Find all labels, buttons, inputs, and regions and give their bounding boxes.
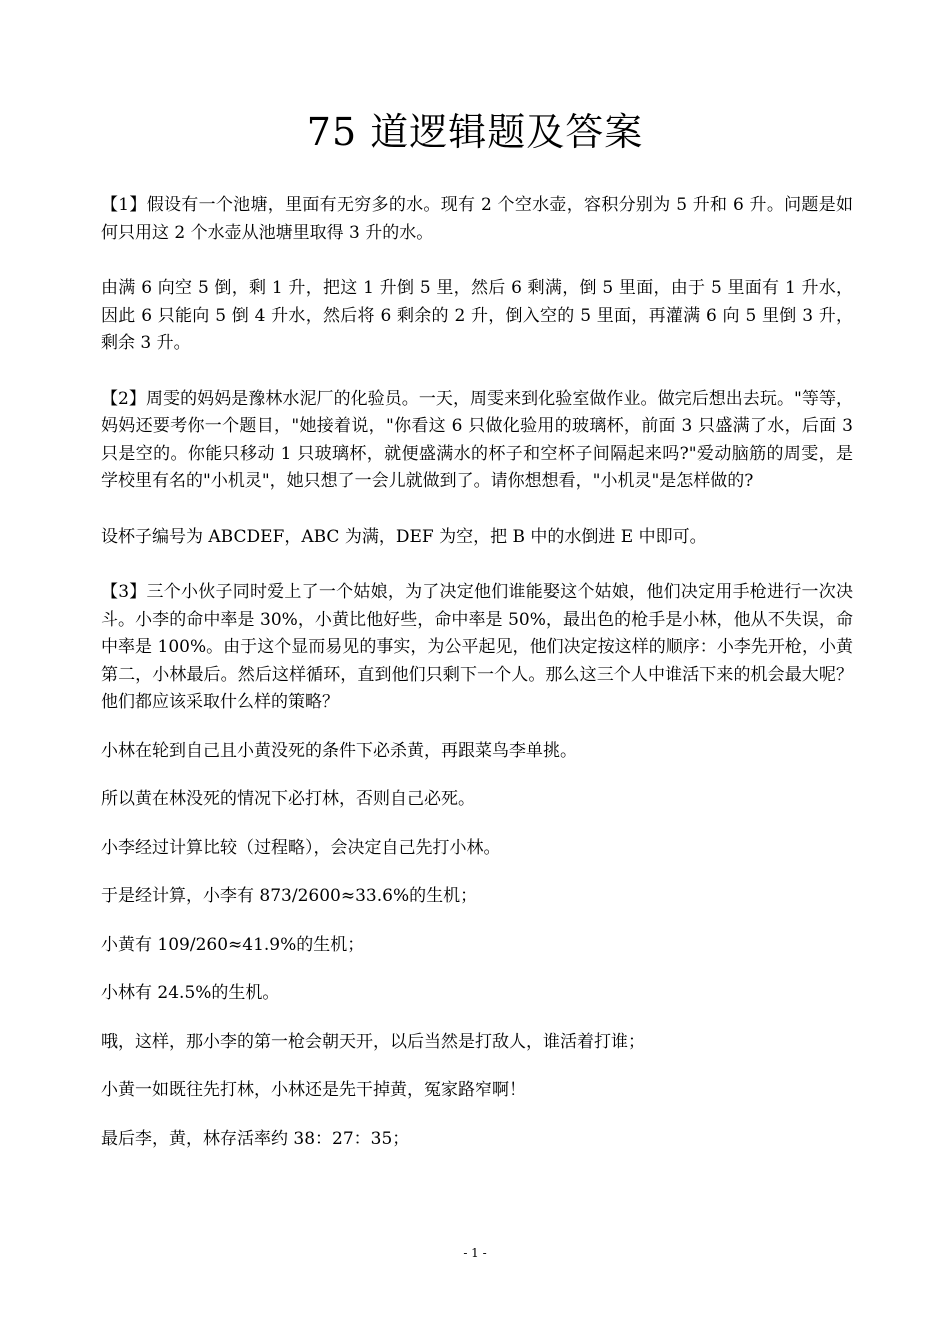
answer-3-line: 小林在轮到自己且小黄没死的条件下必杀黄，再跟菜鸟李单挑。 [101, 740, 577, 761]
question-3-text: 【3】三个小伙子同时爱上了一个姑娘，为了决定他们谁能娶这个姑娘，他们决定用手枪进行一次决斗。小李的命中率是 30%，小黄比他好些，命中率是 50%，最出色的枪手是小林，他从不失误，命中率是 100%。由于这个显而易见的事实，为公平起见，他们决定按这样的顺序：小李先开枪，小黄第二，小林最后。然后这样循环，直到他们只剩下一个人。那么这三个人中谁活下来的机会最大呢？他们都应该采取什么样的策略？ [101, 582, 853, 712]
question-1-text: 【1】假设有一个池塘，里面有无穷多的水。现有 2 个空水壶，容积分别为 5 升和 6 升。问题是如何只用这 2 个水壶从池塘里取得 3 升的水。 [101, 195, 853, 243]
answer-1-text: 由满 6 向空 5 倒，剩 1 升，把这 1 升倒 5 里，然后 6 剩满，倒 5 里面，由于 5 里面有 1 升水，因此 6 只能向 5 倒 4 升水，然后将 6 剩余的 2 升，倒入空的 5 里面，再灌满 6 向 5 里倒 3 升，剩余 3 升。 [101, 278, 853, 353]
question-2-text: 【2】周雯的妈妈是豫林水泥厂的化验员。一天，周雯来到化验室做作业。做完后想出去玩。"等等，妈妈还要考你一个题目，"她接着说，"你看这 6 只做化验用的玻璃杯，前面 3 只盛满了水，后面 3 只是空的。你能只移动 1 只玻璃杯，就便盛满水的杯子和空杯子间隔起来吗?"爱动脑筋的周雯，是学校里有名的"小机灵"，她只想了一会儿就做到了。请你想想看，"小机灵"是怎样做的? [101, 388, 853, 491]
answer-3-line: 所以黄在林没死的情况下必打林，否则自己必死。 [101, 789, 475, 809]
document-title: 75 道逻辑题及答案 [306, 110, 644, 154]
answer-3-line: 哦，这样，那小李的第一枪会朝天开，以后当然是打敌人，谁活着打谁； [101, 1031, 645, 1052]
answer-3-line: 小李经过计算比较（过程略），会决定自己先打小林。 [101, 837, 501, 858]
answer-3-line: 于是经计算，小李有 873/2600≈33.6%的生机； [101, 886, 478, 906]
answer-3-line: 小黄一如既往先打林，小林还是先干掉黄，冤家路窄啊！ [101, 1080, 526, 1100]
answer-3-line: 最后李，黄，林存活率约 38：27：35； [101, 1128, 410, 1149]
answer-2-text: 设杯子编号为 ABCDEF，ABC 为满，DEF 为空，把 B 中的水倒进 E 中即可。 [101, 526, 707, 547]
answer-3-line: 小林有 24.5%的生机。 [101, 983, 280, 1003]
answer-3-line: 小黄有 109/260≈41.9%的生机； [101, 934, 365, 955]
page-number: - 1 - [463, 1246, 487, 1260]
document-body [101, 192, 853, 1174]
